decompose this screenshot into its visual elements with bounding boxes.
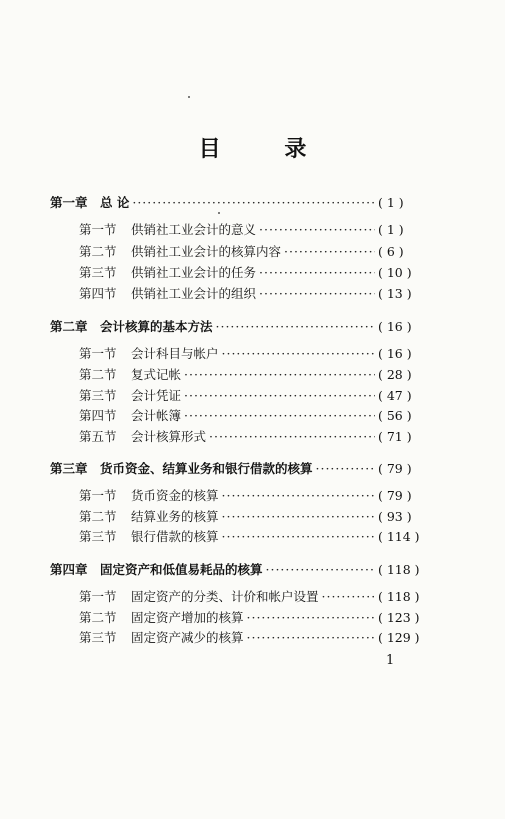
toc-chapter-2[interactable] <box>50 317 420 335</box>
toc-section[interactable] <box>79 284 420 302</box>
leader-dots <box>259 222 375 237</box>
section-page: ( 1 ) <box>378 221 404 237</box>
leader-dots <box>247 630 375 645</box>
toc-chapter-1[interactable] <box>50 193 420 211</box>
toc-section[interactable] <box>79 242 420 260</box>
leader-dots <box>284 244 375 259</box>
section-title: 货币资金的核算 <box>131 488 219 503</box>
section-title: 会计核算形式 <box>131 429 207 444</box>
section-number: 第三节 <box>79 388 117 403</box>
leader-dots <box>247 610 375 625</box>
section-number: 第三节 <box>79 265 117 280</box>
toc-section[interactable] <box>79 427 420 445</box>
leader-dots <box>316 461 375 476</box>
toc-section[interactable] <box>79 365 420 383</box>
toc-section[interactable] <box>79 263 420 281</box>
section-page: ( 118 ) <box>378 588 420 604</box>
section-number: 第一节 <box>79 222 117 237</box>
chapter-page: ( 79 ) <box>378 460 412 476</box>
chapter-page: ( 1 ) <box>378 194 404 210</box>
page-title: 目 录 <box>198 136 335 162</box>
section-page: ( 10 ) <box>378 264 412 280</box>
section-page: ( 6 ) <box>378 243 404 259</box>
section-title: 会计帐簿 <box>131 408 182 423</box>
section-number: 第四节 <box>79 286 117 301</box>
chapter-number: 第四章 <box>50 562 88 577</box>
section-page: ( 71 ) <box>378 428 412 444</box>
section-title: 结算业务的核算 <box>131 509 219 524</box>
section-page: ( 93 ) <box>378 508 412 524</box>
chapter-page: ( 118 ) <box>378 561 420 577</box>
scan-speck <box>218 212 220 214</box>
section-number: 第二节 <box>79 509 117 524</box>
toc-section[interactable] <box>79 344 420 362</box>
toc-section[interactable] <box>79 608 420 626</box>
section-page: ( 123 ) <box>378 609 420 625</box>
section-page: ( 28 ) <box>378 366 412 382</box>
leader-dots <box>266 562 375 577</box>
leader-dots <box>184 367 375 382</box>
section-title: 会计凭证 <box>131 388 182 403</box>
section-title: 供销社工业会计的任务 <box>131 265 257 280</box>
section-title: 银行借款的核算 <box>131 529 219 544</box>
scan-speck <box>188 96 190 98</box>
toc-section[interactable] <box>79 220 420 238</box>
section-title: 供销社工业会计的核算内容 <box>131 244 282 259</box>
leader-dots <box>216 319 375 334</box>
section-page: ( 13 ) <box>378 285 412 301</box>
section-number: 第一节 <box>79 346 117 361</box>
chapter-title: 货币资金、结算业务和银行借款的核算 <box>100 461 313 476</box>
chapter-number: 第二章 <box>50 319 88 334</box>
leader-dots <box>322 589 375 604</box>
leader-dots <box>222 346 375 361</box>
page-number: 1 <box>386 653 395 668</box>
section-page: ( 16 ) <box>378 345 412 361</box>
section-title: 固定资产增加的核算 <box>131 610 244 625</box>
leader-dots <box>222 509 375 524</box>
section-number: 第三节 <box>79 529 117 544</box>
section-title: 供销社工业会计的意义 <box>131 222 257 237</box>
leader-dots <box>222 529 375 544</box>
leader-dots <box>132 195 375 210</box>
leader-dots <box>259 286 375 301</box>
section-number: 第五节 <box>79 429 117 444</box>
section-title: 复式记帐 <box>131 367 182 382</box>
chapter-number: 第一章 <box>50 195 88 210</box>
toc-section[interactable] <box>79 386 420 404</box>
section-title: 固定资产的分类、计价和帐户设置 <box>131 589 319 604</box>
section-page: ( 47 ) <box>378 387 412 403</box>
section-title: 会计科目与帐户 <box>131 346 219 361</box>
chapter-number: 第三章 <box>50 461 88 476</box>
section-number: 第三节 <box>79 630 117 645</box>
toc-section[interactable] <box>79 406 420 424</box>
toc-section[interactable] <box>79 486 420 504</box>
toc-section[interactable] <box>79 628 420 646</box>
toc-section[interactable] <box>79 527 420 545</box>
section-number: 第一节 <box>79 488 117 503</box>
leader-dots <box>259 265 375 280</box>
leader-dots <box>184 388 375 403</box>
section-page: ( 114 ) <box>378 528 420 544</box>
section-title: 固定资产减少的核算 <box>131 630 244 645</box>
section-number: 第二节 <box>79 367 117 382</box>
toc-chapter-4[interactable] <box>50 560 420 578</box>
section-number: 第二节 <box>79 244 117 259</box>
chapter-page: ( 16 ) <box>378 318 412 334</box>
chapter-title: 会计核算的基本方法 <box>100 319 213 334</box>
chapter-title: 总 论 <box>100 195 130 210</box>
leader-dots <box>209 429 375 444</box>
section-number: 第四节 <box>79 408 117 423</box>
chapter-title: 固定资产和低值易耗品的核算 <box>100 562 263 577</box>
toc-chapter-3[interactable] <box>50 459 420 477</box>
section-page: ( 56 ) <box>378 407 412 423</box>
toc-section[interactable] <box>79 587 420 605</box>
section-number: 第二节 <box>79 610 117 625</box>
leader-dots <box>222 488 375 503</box>
toc-section[interactable] <box>79 507 420 525</box>
section-page: ( 79 ) <box>378 487 412 503</box>
section-number: 第一节 <box>79 589 117 604</box>
section-page: ( 129 ) <box>378 629 420 645</box>
section-title: 供销社工业会计的组织 <box>131 286 257 301</box>
leader-dots <box>184 408 375 423</box>
